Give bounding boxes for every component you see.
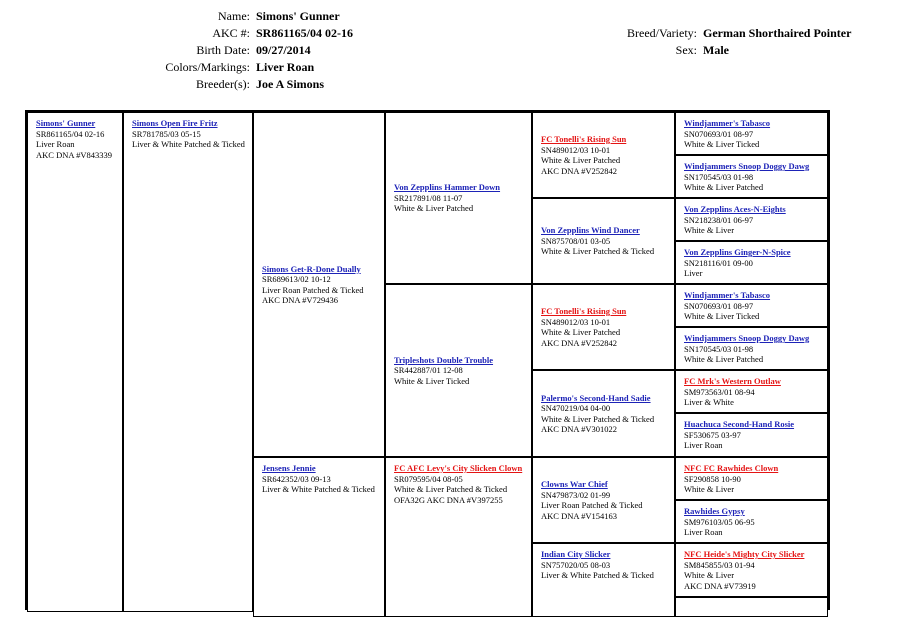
dog-detail: SM973563/01 08-94 bbox=[684, 386, 755, 397]
dog-link[interactable]: FC AFC Levy's City Slicken Clown bbox=[394, 463, 523, 473]
dog-detail: White & Liver Patched & Ticked bbox=[394, 484, 508, 494]
dog-detail: White & Liver Patched bbox=[684, 182, 764, 192]
pedigree-cell bbox=[532, 198, 675, 284]
pedigree-cell bbox=[532, 543, 675, 617]
pedigree-cell bbox=[385, 284, 532, 457]
dog-detail: SN489012/03 10-01 bbox=[541, 144, 611, 155]
dog-link[interactable]: Jensens Jennie bbox=[262, 463, 316, 473]
dog-detail: SN170545/03 01-98 bbox=[684, 343, 754, 354]
dog-detail: White & Liver Ticked bbox=[684, 139, 760, 149]
dog-detail: White & Liver bbox=[684, 484, 735, 494]
birth-date: 09/27/2014 bbox=[256, 43, 311, 57]
pedigree-chart bbox=[25, 110, 830, 610]
dog-detail: SN470219/04 04-00 bbox=[541, 403, 611, 413]
akc-number: SR861165/04 02-16 bbox=[256, 26, 354, 40]
dog-detail: White & Liver bbox=[684, 225, 735, 235]
birth-date-label: Birth Date: bbox=[196, 43, 250, 57]
pedigree-cell bbox=[675, 241, 828, 284]
breeder-label: Breeder(s): bbox=[196, 77, 250, 91]
dog-info-left bbox=[0, 8, 353, 93]
dog-detail: SR642352/03 09-13 bbox=[262, 473, 331, 484]
dog-link[interactable]: Windjammers Snoop Doggy Dawg bbox=[684, 333, 810, 343]
dog-detail: SR861165/04 02-16 bbox=[36, 128, 105, 139]
dog-link[interactable]: Tripleshots Double Trouble bbox=[394, 354, 494, 365]
dog-detail: AKC DNA #V729436 bbox=[262, 295, 339, 305]
dog-link[interactable]: NFC Heide's Mighty City Slicker bbox=[684, 549, 805, 559]
dog-detail: White & Liver Patched bbox=[541, 327, 621, 337]
pedigree-cell bbox=[385, 112, 532, 284]
pedigree-cell bbox=[253, 457, 385, 617]
dog-detail: SM976103/05 06-95 bbox=[684, 516, 755, 527]
dog-detail: SR781785/03 05-15 bbox=[132, 128, 201, 139]
dog-link[interactable]: Palermo's Second-Hand Sadie bbox=[541, 392, 651, 403]
dog-detail: SN070693/01 08-97 bbox=[684, 128, 754, 139]
dog-detail: AKC DNA #V154163 bbox=[541, 510, 618, 521]
pedigree-cell bbox=[675, 543, 828, 597]
dog-detail: SR689613/02 10-12 bbox=[262, 274, 331, 284]
pedigree-cell bbox=[253, 112, 385, 457]
dog-detail: SN070693/01 08-97 bbox=[684, 300, 754, 311]
dog-detail: SF290858 10-90 bbox=[684, 473, 741, 484]
dog-link[interactable]: Von Zepplins Ginger-N-Spice bbox=[684, 247, 791, 257]
dog-detail: White & Liver Patched bbox=[541, 155, 621, 165]
dog-link[interactable]: Windjammers Snoop Doggy Dawg bbox=[684, 161, 810, 171]
dog-detail: Liver & White bbox=[684, 397, 734, 407]
dog-detail: Liver Roan bbox=[684, 527, 723, 537]
dog-detail: White & Liver Patched bbox=[394, 203, 474, 214]
dog-detail: Liver Roan bbox=[36, 139, 75, 149]
dog-detail: AKC DNA #V252842 bbox=[541, 337, 618, 348]
breed-variety: German Shorthaired Pointer bbox=[703, 26, 852, 40]
dog-detail: Liver & White Patched & Ticked bbox=[262, 484, 375, 494]
dog-link[interactable]: Simons' Gunner bbox=[36, 118, 96, 128]
pedigree-cell bbox=[675, 198, 828, 241]
pedigree-cell bbox=[123, 112, 253, 612]
pedigree-cell bbox=[385, 457, 532, 617]
dog-link[interactable]: Simons Get-R-Done Dually bbox=[262, 263, 361, 274]
dog-detail: AKC DNA #V843339 bbox=[36, 149, 113, 160]
dog-link[interactable]: Indian City Slicker bbox=[541, 549, 611, 559]
pedigree-cell bbox=[675, 284, 828, 327]
dog-link[interactable]: FC Mrk's Western Outlaw bbox=[684, 376, 781, 386]
breeder: Joe A Simons bbox=[256, 77, 325, 91]
pedigree-cell bbox=[675, 500, 828, 543]
dog-link[interactable]: Von Zepplins Aces-N-Eights bbox=[684, 204, 786, 214]
dog-detail: SF530675 03-97 bbox=[684, 429, 741, 440]
breed-label: Breed/Variety: bbox=[627, 26, 697, 40]
dog-detail: SN218116/01 09-00 bbox=[684, 257, 753, 268]
dog-link[interactable]: Simons Open Fire Fritz bbox=[132, 118, 218, 128]
pedigree-cell bbox=[675, 155, 828, 198]
dog-detail: SN757020/05 08-03 bbox=[541, 559, 611, 570]
dog-detail: White & Liver Ticked bbox=[684, 311, 760, 321]
dog-detail: White & Liver Patched & Ticked bbox=[541, 246, 655, 257]
pedigree-cell bbox=[675, 457, 828, 500]
dog-detail: Liver bbox=[684, 268, 703, 278]
dog-detail: White & Liver Ticked bbox=[394, 375, 470, 386]
dog-detail: Liver Roan Patched & Ticked bbox=[262, 284, 364, 295]
pedigree-cell bbox=[675, 112, 828, 155]
dog-detail: SN218238/01 06-97 bbox=[684, 214, 754, 225]
dog-detail: Liver & White Patched & Ticked bbox=[132, 139, 245, 149]
dog-link[interactable]: Clowns War Chief bbox=[541, 479, 608, 489]
dog-detail: SN489012/03 10-01 bbox=[541, 316, 611, 327]
pedigree-cell bbox=[675, 413, 828, 457]
dog-link[interactable]: Rawhides Gypsy bbox=[684, 506, 745, 516]
dog-link[interactable]: Windjammer's Tabasco bbox=[684, 118, 771, 128]
sex: Male bbox=[703, 43, 729, 57]
pedigree-cell bbox=[532, 370, 675, 457]
pedigree-cell bbox=[532, 112, 675, 198]
pedigree-cell bbox=[532, 457, 675, 543]
dog-detail: OFA32G AKC DNA #V397255 bbox=[394, 494, 503, 505]
colors-markings: Liver Roan bbox=[256, 60, 315, 74]
dog-link[interactable]: Huachuca Second-Hand Rosie bbox=[684, 419, 795, 429]
dog-link[interactable]: Windjammer's Tabasco bbox=[684, 290, 771, 300]
dog-detail: SN170545/03 01-98 bbox=[684, 171, 754, 182]
dog-detail: Liver Roan bbox=[684, 440, 723, 450]
pedigree-cell bbox=[27, 112, 123, 612]
name-label: Name: bbox=[218, 9, 250, 23]
dog-link[interactable]: Von Zepplins Wind Dancer bbox=[541, 225, 640, 236]
dog-detail: White & Liver Patched & Ticked bbox=[541, 413, 655, 424]
dog-detail: AKC DNA #V73919 bbox=[684, 580, 756, 591]
dog-link[interactable]: FC Tonelli's Rising Sun bbox=[541, 134, 627, 144]
dog-detail: SM845855/03 01-94 bbox=[684, 559, 755, 570]
dog-detail: SR442887/01 12-08 bbox=[394, 365, 463, 376]
dog-detail: SN479873/02 01-99 bbox=[541, 489, 611, 500]
dog-detail: SN875708/01 03-05 bbox=[541, 235, 611, 246]
dog-detail: Liver Roan Patched & Ticked bbox=[541, 500, 643, 510]
dog-detail: White & Liver bbox=[684, 570, 735, 580]
sex-label: Sex: bbox=[675, 43, 697, 57]
pedigree-cell bbox=[532, 284, 675, 370]
pedigree-cell bbox=[675, 370, 828, 413]
dog-detail: SR079595/04 08-05 bbox=[394, 473, 463, 484]
dog-detail: SR217891/08 11-07 bbox=[394, 192, 463, 203]
dog-link[interactable]: NFC FC Rawhides Clown bbox=[684, 463, 779, 473]
dog-detail: Liver & White Patched & Ticked bbox=[541, 570, 654, 580]
dog-info-right bbox=[560, 25, 851, 59]
dog-name: Simons' Gunner bbox=[256, 9, 340, 23]
pedigree-cell bbox=[675, 327, 828, 370]
dog-link[interactable]: Von Zepplins Hammer Down bbox=[394, 182, 501, 193]
dog-link[interactable]: FC Tonelli's Rising Sun bbox=[541, 306, 627, 316]
pedigree-cell bbox=[675, 597, 828, 617]
akc-label: AKC #: bbox=[212, 26, 250, 40]
colors-label: Colors/Markings: bbox=[165, 60, 250, 74]
dog-detail: AKC DNA #V301022 bbox=[541, 424, 618, 434]
dog-detail: AKC DNA #V252842 bbox=[541, 165, 618, 176]
dog-detail: White & Liver Patched bbox=[684, 354, 764, 364]
